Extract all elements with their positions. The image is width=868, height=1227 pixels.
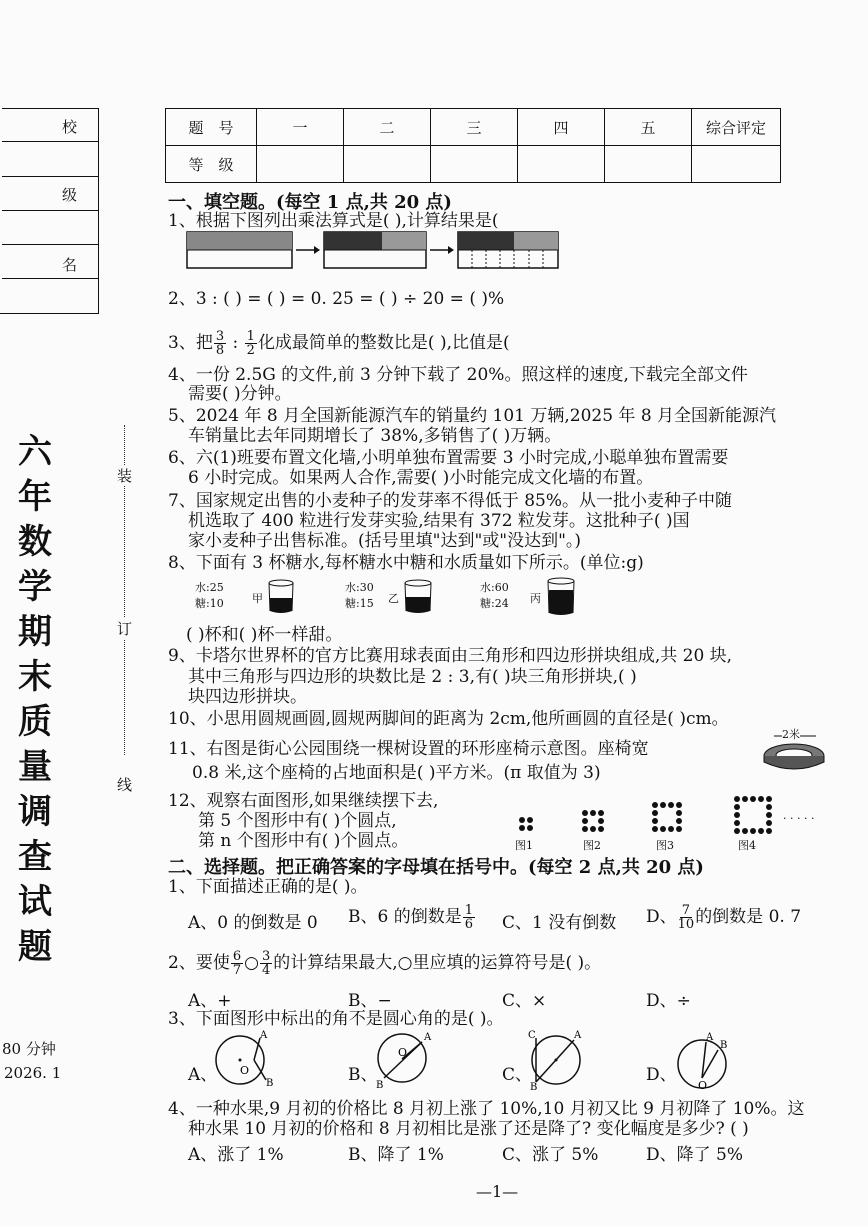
- option-a: A、0 的倒数是 0: [188, 913, 318, 933]
- question: 12、观察右面图形,如果继续摆下去,: [168, 791, 439, 811]
- numerator: 1: [464, 903, 473, 918]
- option-c: C、1 没有倒数: [502, 913, 617, 933]
- grade-label: 等 级: [166, 146, 257, 183]
- option-text: D、: [646, 907, 677, 927]
- section2-title: 二、选择题。把正确答案的字母填在括号中。(每空 2 点,共 20 点): [168, 857, 704, 878]
- title-char: 期: [18, 612, 52, 652]
- question: 第 n 个图形中有( )个圆点。: [198, 831, 409, 851]
- score-header: 题 号: [166, 109, 257, 146]
- cup-name: 甲: [252, 592, 263, 605]
- cup-icon: [266, 578, 298, 616]
- numerator: 1: [246, 329, 255, 344]
- page-number: —1—: [476, 1182, 519, 1201]
- circle-angle-figure-d: [672, 1030, 742, 1092]
- title-char: 题: [18, 927, 52, 967]
- binding-char: 订: [117, 620, 133, 638]
- option-d: [646, 902, 801, 931]
- point-label-b: B: [530, 1082, 538, 1092]
- question: 种水果 10 月初的价格和 8 月初相比是涨了还是降了? 变化幅度是多少? ( ): [188, 1119, 749, 1139]
- name-label: 名: [62, 256, 78, 274]
- question: 7、国家规定出售的小麦种子的发芽率不得低于 85%。从一批小麦种子中随: [168, 491, 733, 511]
- question: 1、下面描述正确的是( )。: [168, 877, 368, 897]
- option-b: [348, 902, 476, 931]
- question: 1、根据下图列出乘法算式是( ),计算结果是(: [168, 211, 499, 231]
- grade-cell[interactable]: [257, 146, 344, 183]
- question: 3、下面图形中标出的角不是圆心角的是( )。: [168, 1009, 504, 1029]
- q2-text: 2、要使: [168, 953, 230, 973]
- fraction: [463, 904, 475, 931]
- title-char: 量: [18, 747, 52, 787]
- question: 5、2024 年 8 月全国新能源汽车的销量约 101 万辆,2025 年 8 月全国新能源汽: [168, 406, 777, 426]
- title-char: 数: [18, 522, 52, 562]
- q2-text: 的计算结果最大,○里应填的运算符号是( )。: [273, 953, 602, 973]
- question: 其中三角形与四边形的块数比是 2 : 3,有( )块三角形拼块,( ): [188, 667, 637, 687]
- q3-text: :: [227, 333, 244, 353]
- q2-circle: ○: [244, 953, 259, 973]
- denominator: 8: [215, 343, 225, 358]
- option-c: C、涨了 5%: [502, 1145, 599, 1165]
- cup-sugar-label: 糖:24: [480, 597, 509, 610]
- score-header: 四: [518, 109, 605, 146]
- point-label-a: A: [424, 1032, 432, 1043]
- option-b: B、降了 1%: [348, 1145, 444, 1165]
- numerator: 6: [232, 949, 242, 964]
- dot-fig-label: 图3: [656, 839, 674, 852]
- fraction: [260, 950, 272, 977]
- grade-cell[interactable]: [692, 146, 781, 183]
- question: 需要( )分钟。: [188, 384, 292, 404]
- option-b: B、−: [348, 991, 392, 1011]
- numerator: 3: [261, 949, 271, 964]
- section1-title: 一、填空题。(每空 1 点,共 20 点): [168, 192, 452, 213]
- numerator: 7: [681, 903, 691, 918]
- cup-gamma: [195, 580, 224, 612]
- fraction: [245, 330, 257, 357]
- exam-time: 80 分钟: [2, 1040, 56, 1058]
- point-label-o: O: [240, 1064, 250, 1077]
- title-char: 质: [18, 702, 52, 742]
- fraction: [214, 330, 226, 357]
- question: 4、一份 2.5G 的文件,前 3 分钟下载了 20%。照这样的速度,下载完全部文件: [168, 365, 748, 385]
- question: 11、右图是街心公园围绕一棵树设置的环形座椅示意图。座椅宽: [168, 739, 649, 759]
- denominator: 7: [232, 963, 242, 978]
- binding-char: 装: [117, 467, 133, 485]
- cup-yi: [345, 580, 374, 612]
- point-label-a: A: [260, 1030, 268, 1041]
- cup-bing: [480, 580, 509, 612]
- point-label-b: B: [376, 1080, 384, 1091]
- question: 9、卡塔尔世界杯的官方比赛用球表面由三角形和四边形拼块组成,共 20 块,: [168, 646, 733, 666]
- question: 第 5 个图形中有( )个圆点,: [198, 811, 397, 831]
- dot-fig-label: 图1: [515, 839, 533, 852]
- cup-water-label: 水:25: [195, 581, 224, 594]
- score-header: 二: [344, 109, 431, 146]
- student-info-box: [0, 108, 99, 314]
- question: 6、六(1)班要布置文化墙,小明单独布置需要 3 小时完成,小聪单独布置需要: [168, 448, 729, 468]
- question: 2、3 : ( ) = ( ) = 0. 25 = ( ) ÷ 20 = ( )%: [168, 289, 505, 309]
- class-label: 级: [62, 186, 78, 204]
- question: 4、一种水果,9 月初的价格比 8 月初上涨了 10%,10 月初又比 9 月初降了 10%。这: [168, 1099, 805, 1119]
- question: 8、下面有 3 杯糖水,每杯糖水中糖和水质量如下所示。(单位:g): [168, 553, 644, 573]
- circle-angle-figure-b: [372, 1028, 442, 1092]
- cup-name: 丙: [530, 592, 541, 605]
- title-char: 学: [18, 567, 52, 607]
- cup-sugar-label: 糖:10: [195, 597, 224, 610]
- grade-cell[interactable]: [431, 146, 518, 183]
- option-text: B、6 的倒数是: [348, 907, 462, 927]
- cup-icon: [402, 578, 436, 616]
- dot-fig-label: 图4: [738, 839, 756, 852]
- point-label-a: A: [706, 1032, 714, 1043]
- question: 车销量比去年同期增长了 38%,多销售了( )万辆。: [188, 426, 562, 446]
- question: 机选取了 400 粒进行发芽实验,结果有 372 粒发芽。这批种子( )国: [188, 511, 690, 531]
- point-label-a: A: [574, 1030, 582, 1041]
- question: ( )杯和( )杯一样甜。: [186, 625, 343, 645]
- title-char: 调: [18, 792, 52, 832]
- cup-sugar-label: 糖:15: [345, 597, 374, 610]
- circle-angle-figure-a: [212, 1030, 282, 1090]
- grade-cell[interactable]: [344, 146, 431, 183]
- option-text: 的倒数是 0. 7: [695, 907, 802, 927]
- fraction: [678, 904, 695, 931]
- title-char: 六: [18, 432, 52, 472]
- option-b: B、: [348, 1065, 378, 1085]
- title-char: 查: [18, 837, 52, 877]
- point-label-o: O: [398, 1046, 408, 1059]
- option-c: C、: [502, 1065, 533, 1085]
- binding-char: 线: [117, 776, 133, 794]
- q3-text: 3、把: [168, 333, 213, 353]
- score-header: 综合评定: [692, 109, 781, 146]
- score-header: 一: [257, 109, 344, 146]
- fraction: [231, 950, 243, 977]
- title-char: 试: [18, 882, 52, 922]
- exam-date: 2026. 1: [4, 1064, 62, 1082]
- option-a: A、涨了 1%: [188, 1145, 284, 1165]
- score-header: 三: [431, 109, 518, 146]
- point-label-b: B: [720, 1040, 728, 1051]
- cup-water-label: 水:60: [480, 581, 509, 594]
- numerator: 3: [215, 329, 225, 344]
- question: 家小麦种子出售标准。(括号里填"达到"或"没达到"。): [188, 531, 582, 551]
- question: 块四边形拼块。: [188, 687, 307, 707]
- question: 6 小时完成。如果两人合作,需要( )小时能完成文化墙的布置。: [188, 468, 654, 488]
- title-char: 末: [18, 657, 52, 697]
- dot-fig-ellipsis: · · · · ·: [783, 812, 815, 825]
- option-d: D、: [646, 1065, 677, 1085]
- grade-cell[interactable]: [605, 146, 692, 183]
- school-label: 校: [62, 118, 78, 136]
- option-d: D、÷: [646, 991, 691, 1011]
- denominator: 2: [246, 343, 255, 358]
- denominator: 6: [464, 917, 473, 932]
- score-table: [165, 108, 781, 183]
- point-label-b: B: [266, 1078, 274, 1089]
- q3-text: 化成最简单的整数比是( ),比值是(: [257, 333, 510, 353]
- question: 10、小思用圆规画圆,圆规两脚间的距离为 2cm,他所画圆的直径是( )cm。: [168, 709, 729, 729]
- score-header: 五: [605, 109, 692, 146]
- option-a: A、: [188, 1065, 218, 1085]
- ring-width-label: 2米: [782, 728, 800, 741]
- option-c: C、×: [502, 991, 547, 1011]
- option-d: D、降了 5%: [646, 1145, 744, 1165]
- title-char: 年: [18, 477, 52, 517]
- circle-angle-figure-c: [526, 1028, 590, 1092]
- cup-name: 乙: [388, 592, 399, 605]
- grade-cell[interactable]: [518, 146, 605, 183]
- question: 0.8 米,这个座椅的占地面积是( )平方米。(π 取值为 3): [192, 763, 601, 783]
- question-2: [168, 950, 601, 977]
- point-label-c: C: [528, 1030, 536, 1041]
- denominator: 10: [677, 917, 695, 932]
- denominator: 4: [261, 963, 271, 978]
- question-3: [168, 330, 510, 357]
- q1-multiplication-figure: [186, 230, 566, 274]
- cup-icon: [545, 576, 579, 618]
- option-a: A、+: [188, 991, 232, 1011]
- cup-water-label: 水:30: [345, 581, 374, 594]
- point-label-o: O: [698, 1079, 708, 1092]
- dot-fig-label: 图2: [583, 839, 601, 852]
